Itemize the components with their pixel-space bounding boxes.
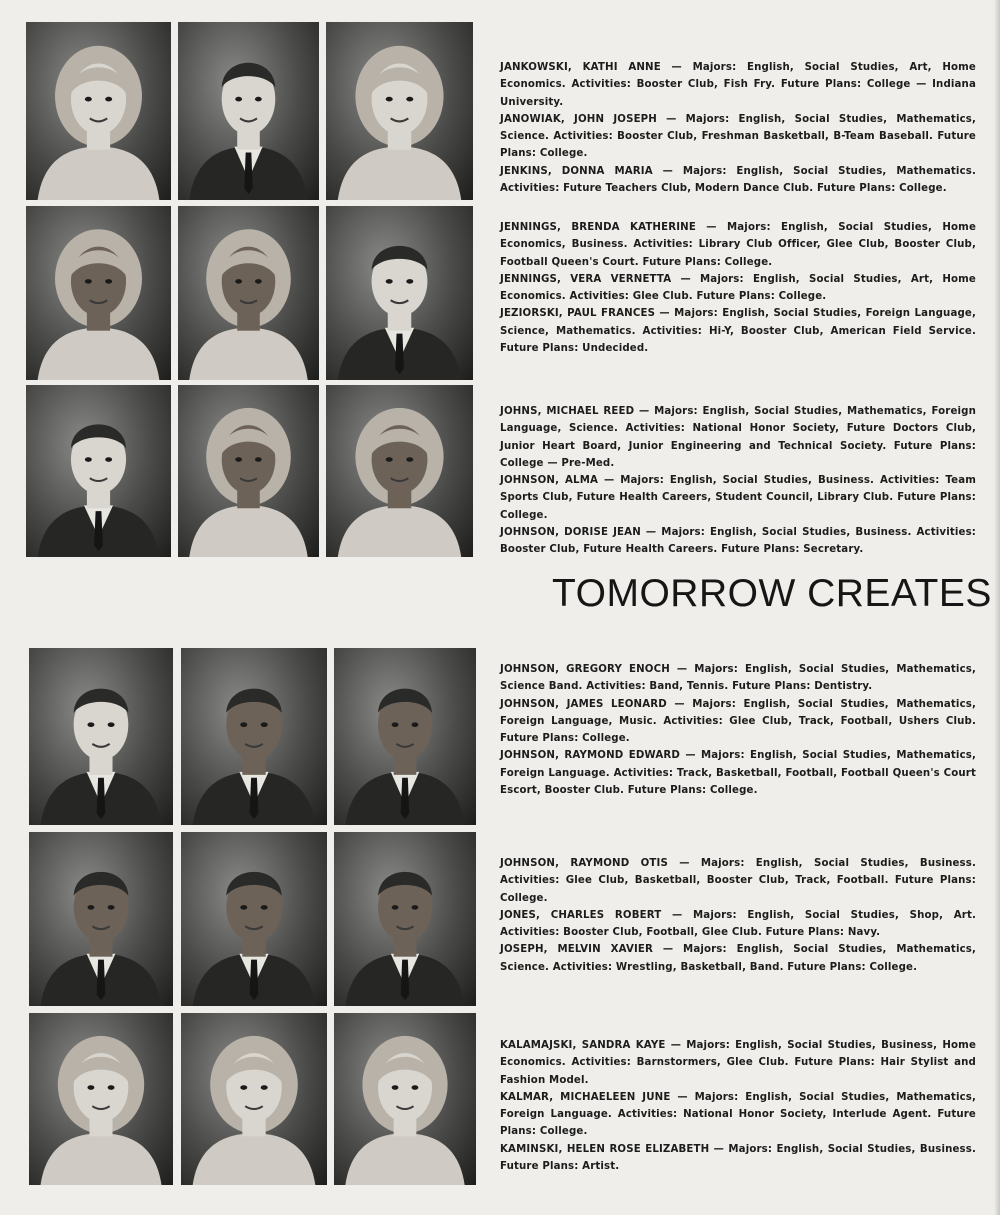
student-portrait-photo bbox=[178, 22, 319, 200]
student-details: Majors: English, Social Studies, Business. Activities: Booster Club, Future Health Careers. Future Plans: Secretary. bbox=[500, 527, 977, 556]
page-edge bbox=[994, 0, 1000, 1215]
student-portrait-photo bbox=[178, 206, 319, 380]
student-details: Majors: English, Social Studies, Mathematics. Activities: Future Teachers Club, Modern Dance Club. Future Plans: College. bbox=[500, 165, 976, 195]
student-name: JENKINS, DONNA MARIA bbox=[500, 165, 653, 177]
bio-entry: JOHNSON, GREGORY ENOCH — Majors: English, Social Studies, Mathematics, Science Band. Activities: Band, Tennis. Future Plans: Dentistry. bbox=[500, 664, 976, 693]
student-details: Majors: English, Social Studies, Mathematics, Foreign Language, Music. Activities: Glee Club, Track, Football, Ushers Club. Future Plans: College. bbox=[500, 698, 976, 745]
student-details: Majors: English, Social Studies, Mathematics, Foreign Language, Science. Activities: National Honor Society, Future Doctors Club, Junior Heart Board, Junior Engineering and Technical Society. Future Plans: College — Pre-Med. bbox=[500, 406, 977, 469]
student-portrait-photo bbox=[29, 832, 173, 1006]
student-details: Majors: English, Social Studies, Mathematics, Foreign Language. Activities: Track, Basketball, Football, Football Queen's Court Escort, Booster Club. Future Plans: College. bbox=[500, 750, 976, 797]
student-name: JOHNSON, GREGORY ENOCH bbox=[500, 664, 670, 675]
student-name: KAMINSKI, HELEN ROSE ELIZABETH bbox=[500, 1143, 710, 1155]
student-name: JOHNSON, DORISE JEAN bbox=[500, 527, 641, 539]
student-name: JOHNSON, ALMA bbox=[500, 475, 599, 487]
page-headline: TOMORROW CREATES bbox=[552, 572, 992, 615]
bio-group-2 bbox=[500, 219, 976, 357]
bio-entry: JENNINGS, BRENDA KATHERINE — Majors: English, Social Studies, Home Economics, Business. Activities: Library Club Officer, Glee Club, Booster Club, Football Queen's Court. Future Plans: College. bbox=[500, 222, 977, 268]
student-portrait-photo bbox=[326, 206, 473, 380]
student-name: KALMAR, MICHAELEEN JUNE bbox=[500, 1091, 671, 1103]
bio-entry: JOHNSON, JAMES LEONARD — Majors: English, Social Studies, Mathematics, Foreign Language, Music. Activities: Glee Club, Track, Football, Ushers Club. Future Plans: College. bbox=[500, 698, 976, 745]
student-portrait-photo bbox=[26, 22, 171, 200]
student-portrait-photo bbox=[334, 832, 476, 1006]
student-portrait-photo bbox=[178, 385, 319, 557]
student-portrait-photo bbox=[29, 648, 173, 825]
student-details: Majors: English, Social Studies, Business. Activities: Team Sports Club, Future Health Careers, Student Council, Library Club. Future Plans: College. bbox=[500, 475, 976, 521]
bio-entry: JOHNSON, RAYMOND EDWARD — Majors: English, Social Studies, Mathematics, Foreign Language. Activities: Track, Basketball, Football, Football Queen's Court Escort, Booster Club. Future Plans: College. bbox=[500, 750, 976, 797]
student-portrait-photo bbox=[334, 648, 476, 825]
student-details: Majors: English, Social Studies, Art, Home Economics. Activities: Glee Club. Future Plans: College. bbox=[500, 273, 976, 303]
bio-entry: JENNINGS, VERA VERNETTA — Majors: English, Social Studies, Art, Home Economics. Activities: Glee Club. Future Plans: College. bbox=[500, 273, 976, 303]
bio-entry: JANOWIAK, JOHN JOSEPH — Majors: English, Social Studies, Mathematics, Science. Activities: Booster Club, Freshman Basketball, B-Team Baseball. Future Plans: College. bbox=[500, 113, 977, 160]
bio-group-1 bbox=[500, 59, 976, 197]
student-details: Majors: English, Social Studies, Shop, Art. Activities: Booster Club, Football, Glee Club. Future Plans: Navy. bbox=[500, 909, 976, 939]
student-details: Majors: English, Social Studies, Mathematics, Science. Activities: Booster Club, Freshman Basketball, B-Team Baseball. Future Plans: College. bbox=[500, 113, 977, 160]
student-name: JOHNSON, RAYMOND OTIS bbox=[500, 858, 668, 869]
bio-entry: JOHNS, MICHAEL REED — Majors: English, Social Studies, Mathematics, Foreign Language, Science. Activities: National Honor Society, Future Doctors Club, Junior Heart Board, Junior Engineering and Technical Society. Future Plans: College — Pre-Med. bbox=[500, 406, 977, 469]
student-details: Majors: English, Social Studies, Foreign Language, Science, Mathematics. Activities: Hi-Y, Booster Club, American Field Service. Future Plans: Undecided. bbox=[500, 308, 976, 355]
bio-group-5 bbox=[500, 855, 976, 976]
student-portrait-photo bbox=[326, 22, 473, 200]
bio-entry: JOHNSON, RAYMOND OTIS — Majors: English, Social Studies, Business. Activities: Glee Club, Basketball, Booster Club, Track, Football. Future Plans: College. bbox=[500, 858, 976, 904]
student-portrait-photo bbox=[326, 385, 473, 557]
student-portrait-photo bbox=[26, 206, 171, 380]
student-name: JENNINGS, VERA VERNETTA bbox=[500, 273, 672, 285]
student-portrait-photo bbox=[181, 1013, 327, 1185]
bio-group-4 bbox=[500, 661, 976, 799]
student-name: JOHNS, MICHAEL REED bbox=[500, 406, 635, 417]
bio-entry: KAMINSKI, HELEN ROSE ELIZABETH — Majors: English, Social Studies, Business. Future Plans: Artist. bbox=[500, 1143, 976, 1173]
student-details: Majors: English, Social Studies, Home Economics, Business. Activities: Library Club Officer, Glee Club, Booster Club, Football Queen's Court. Future Plans: College. bbox=[500, 222, 977, 268]
bio-entry: KALMAR, MICHAELEEN JUNE — Majors: English, Social Studies, Mathematics, Foreign Language. Activities: National Honor Society, Interlude Agent. Future Plans: College. bbox=[500, 1091, 977, 1138]
student-details: Majors: English, Social Studies, Mathematics, Science. Activities: Wrestling, Basketball, Band. Future Plans: College. bbox=[500, 944, 977, 973]
student-name: JOHNSON, JAMES LEONARD bbox=[500, 698, 667, 710]
bio-entry: JOHNSON, DORISE JEAN — Majors: English, Social Studies, Business. Activities: Booster Club, Future Health Careers. Future Plans: Secretary. bbox=[500, 527, 977, 556]
student-portrait-photo bbox=[29, 1013, 173, 1185]
student-name: JOSEPH, MELVIN XAVIER bbox=[500, 944, 654, 956]
student-name: KALAMAJSKI, SANDRA KAYE bbox=[500, 1040, 666, 1051]
student-details: Majors: English, Social Studies, Mathematics, Foreign Language. Activities: National Honor Society, Interlude Agent. Future Plans: College. bbox=[500, 1091, 977, 1138]
student-portrait-photo bbox=[26, 385, 171, 557]
student-name: JONES, CHARLES ROBERT bbox=[500, 909, 662, 921]
student-details: Majors: English, Social Studies, Business. Activities: Glee Club, Basketball, Booster Club, Track, Football. Future Plans: College. bbox=[500, 858, 976, 904]
student-name: JANOWIAK, JOHN JOSEPH bbox=[500, 113, 657, 125]
bio-entry: JEZIORSKI, PAUL FRANCES — Majors: English, Social Studies, Foreign Language, Science, Mathematics. Activities: Hi-Y, Booster Club, American Field Service. Future Plans: Undecided. bbox=[500, 308, 976, 355]
student-portrait-photo bbox=[181, 648, 327, 825]
student-details: Majors: English, Social Studies, Art, Home Economics. Activities: Booster Club, Fish Fry. Future Plans: College — Indiana University. bbox=[500, 62, 976, 108]
student-portrait-photo bbox=[181, 832, 327, 1006]
bio-entry: JONES, CHARLES ROBERT — Majors: English, Social Studies, Shop, Art. Activities: Booster Club, Football, Glee Club. Future Plans: Navy. bbox=[500, 909, 976, 939]
student-details: Majors: English, Social Studies, Business, Home Economics. Activities: Barnstormers, Glee Club. Future Plans: Hair Stylist and Fashion Model. bbox=[500, 1040, 977, 1086]
student-details: Majors: English, Social Studies, Mathematics, Science Band. Activities: Band, Tennis. Future Plans: Dentistry. bbox=[500, 664, 976, 693]
bio-entry: JANKOWSKI, KATHI ANNE — Majors: English, Social Studies, Art, Home Economics. Activities: Booster Club, Fish Fry. Future Plans: College — Indiana University. bbox=[500, 62, 976, 108]
bio-entry: KALAMAJSKI, SANDRA KAYE — Majors: English, Social Studies, Business, Home Economics. Activities: Barnstormers, Glee Club. Future Plans: Hair Stylist and Fashion Model. bbox=[500, 1040, 977, 1086]
student-details: Majors: English, Social Studies, Business. Future Plans: Artist. bbox=[500, 1143, 976, 1173]
student-name: JEZIORSKI, PAUL FRANCES bbox=[500, 308, 656, 320]
bio-group-6 bbox=[500, 1037, 976, 1175]
bio-entry: JOHNSON, ALMA — Majors: English, Social Studies, Business. Activities: Team Sports Club, Future Health Careers, Student Council, Library Club. Future Plans: College. bbox=[500, 475, 976, 521]
bio-entry: JENKINS, DONNA MARIA — Majors: English, Social Studies, Mathematics. Activities: Future Teachers Club, Modern Dance Club. Future Plans: College. bbox=[500, 165, 976, 195]
student-name: JANKOWSKI, KATHI ANNE bbox=[500, 62, 661, 73]
bio-entry: JOSEPH, MELVIN XAVIER — Majors: English, Social Studies, Mathematics, Science. Activities: Wrestling, Basketball, Band. Future Plans: College. bbox=[500, 944, 977, 973]
student-portrait-photo bbox=[334, 1013, 476, 1185]
bio-group-3 bbox=[500, 403, 976, 559]
student-name: JOHNSON, RAYMOND EDWARD bbox=[500, 750, 680, 762]
student-name: JENNINGS, BRENDA KATHERINE bbox=[500, 222, 696, 233]
